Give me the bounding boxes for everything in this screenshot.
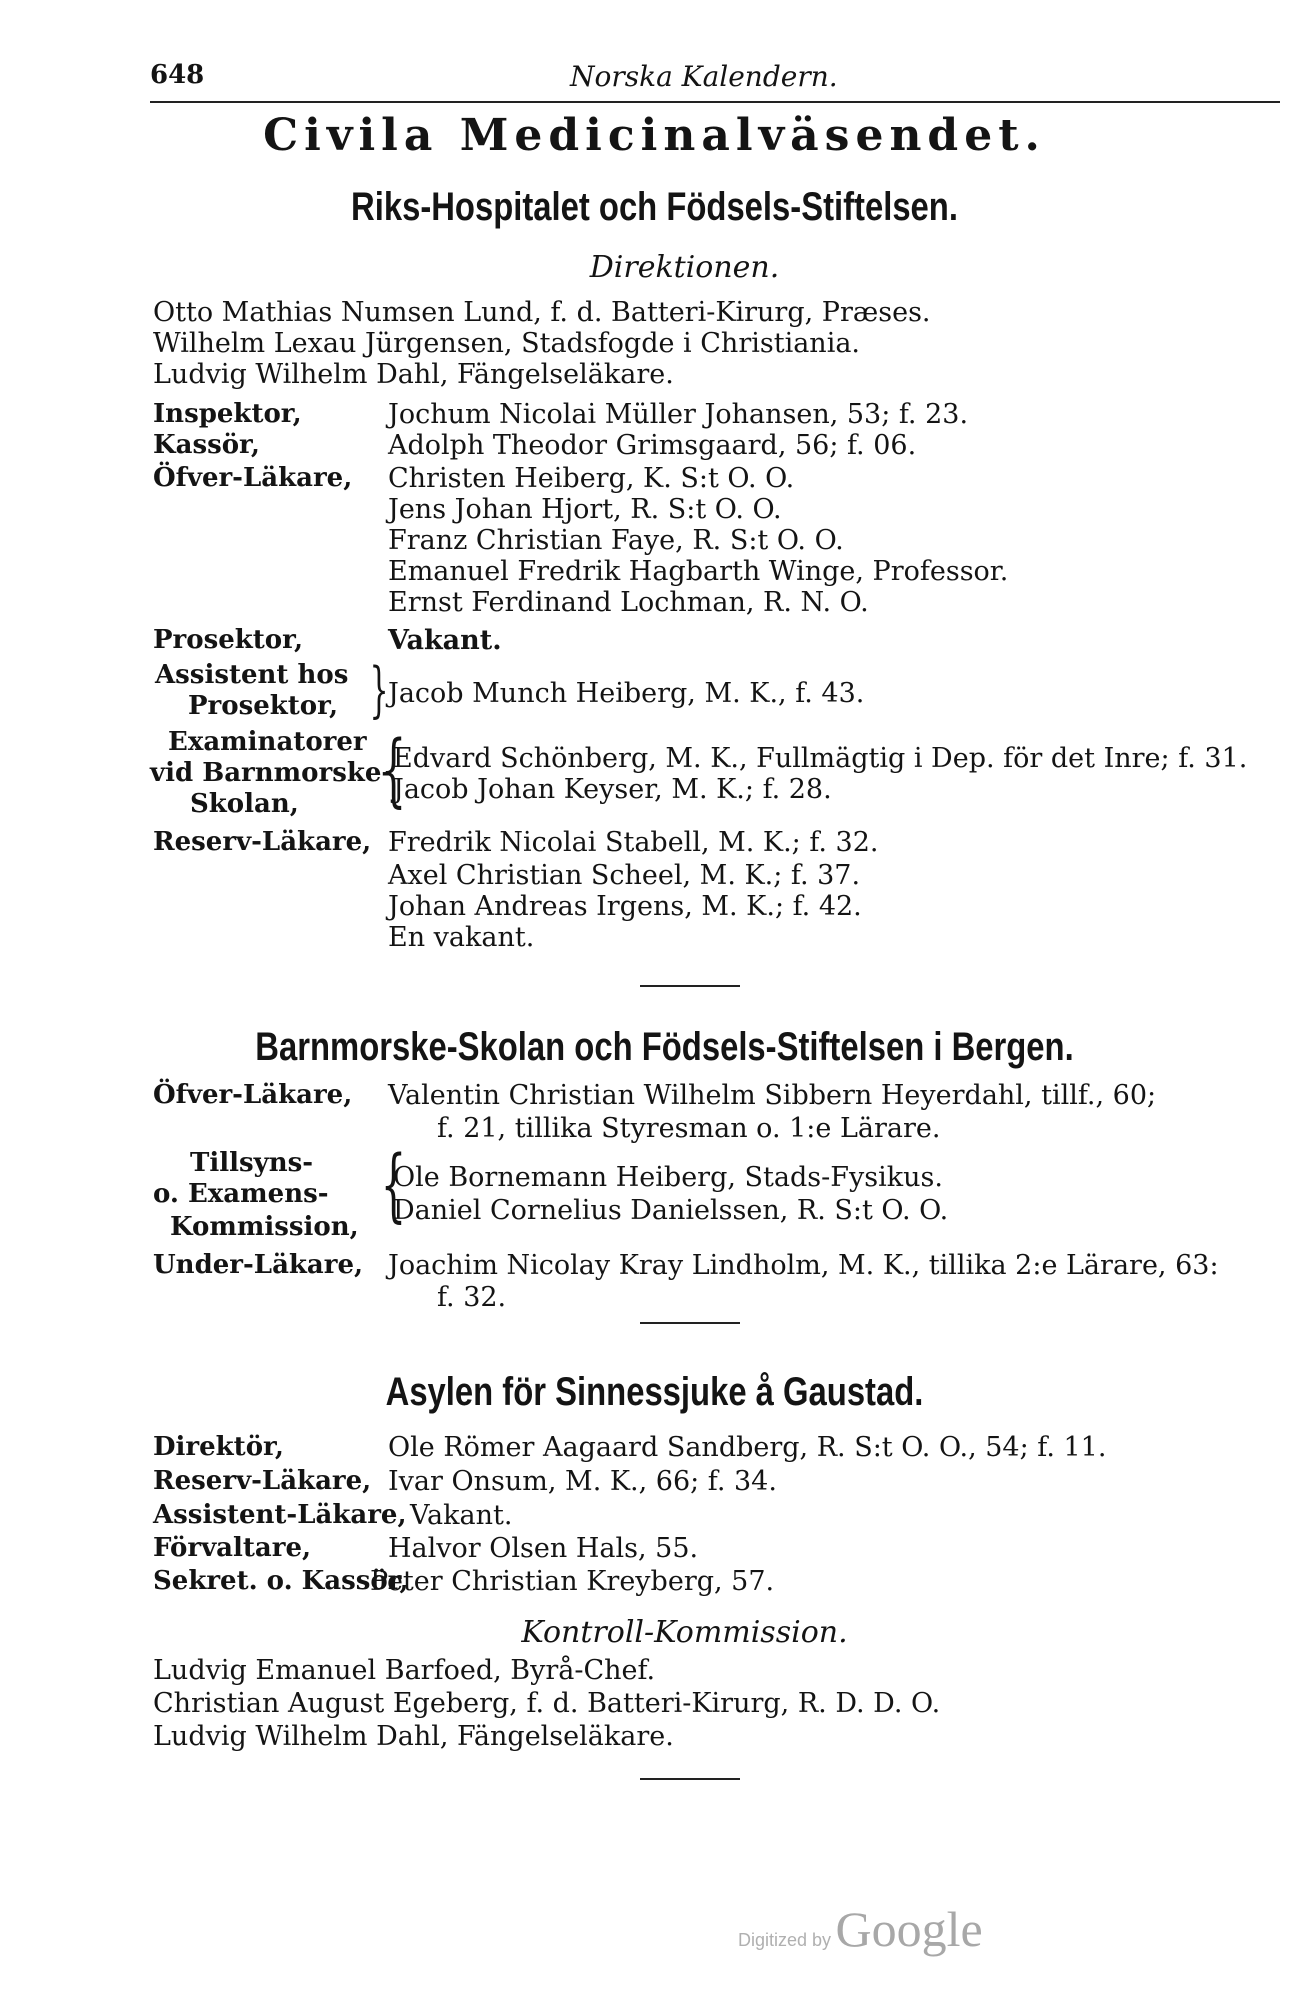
examinator-name: Jacob Johan Keyser, M. K.; f. 28. [393, 774, 832, 805]
kommission-member: Daniel Cornelius Danielssen, R. S:t O. O. [393, 1195, 949, 1226]
role-tillsyns-line1: Tillsyns- [190, 1148, 314, 1178]
role-ofver-lakare: Öfver-Läkare, [153, 463, 353, 493]
kommission-member: Ole Bornemann Heiberg, Stads-Fysikus. [393, 1162, 943, 1193]
prosektor-value: Vakant. [388, 625, 502, 656]
kontroll-member: Ludvig Emanuel Barfoed, Byrå-Chef. [153, 1655, 656, 1686]
kontroll-member: Ludvig Wilhelm Dahl, Fängelseläkare. [153, 1721, 674, 1752]
section-heading-barnmorske-skolan: Barnmorske-Skolan och Födsels-Stiftelsen i Bergen. [255, 1025, 1074, 1069]
assistent-lakare-name: Vakant. [410, 1500, 513, 1531]
direktion-member: Wilhelm Lexau Jürgensen, Stadsfogde i Christiania. [153, 328, 861, 359]
reserv-lakare-name: Johan Andreas Irgens, M. K.; f. 42. [388, 891, 862, 922]
section-divider [640, 985, 740, 987]
direktion-member: Ludvig Wilhelm Dahl, Fängelseläkare. [153, 359, 674, 390]
brace: { [380, 723, 407, 816]
section-divider [640, 1322, 740, 1324]
ofver-lakare-name: Valentin Christian Wilhelm Sibbern Heyerdahl, tillf., 60; [388, 1080, 1157, 1111]
ofver-lakare-name: Ernst Ferdinand Lochman, R. N. O. [388, 587, 869, 618]
direktor-name: Ole Römer Aagaard Sandberg, R. S:t O. O., 54; f. 11. [388, 1432, 1107, 1463]
role-ofver-lakare: Öfver-Läkare, [153, 1080, 353, 1110]
role-assistent-lakare: Assistent-Läkare, [153, 1500, 407, 1530]
examinator-name: Edvard Schönberg, M. K., Fullmägtig i Dep. för det Inre; f. 31. [393, 743, 1248, 774]
google-logo: Google [835, 1901, 983, 1957]
subheading-direktionen: Direktionen. [589, 250, 780, 285]
ofver-lakare-name: Emanuel Fredrik Hagbarth Winge, Professor. [388, 556, 1009, 587]
role-kassor: Kassör, [153, 430, 260, 460]
digitized-by-text: Digitized by [738, 1930, 832, 1950]
header-rule [150, 101, 1280, 103]
subheading-kontroll-kommission: Kontroll-Kommission. [521, 1615, 848, 1650]
role-reserv-lakare: Reserv-Läkare, [153, 827, 372, 857]
role-examinatorer-line2: vid Barnmorske- [150, 758, 393, 788]
role-examinatorer-line1: Examinatorer [168, 727, 367, 757]
ofver-lakare-detail: f. 21, tillika Styresman o. 1:e Lärare. [437, 1113, 941, 1144]
sekret-kassor-name: Peter Christian Kreyberg, 57. [370, 1566, 775, 1597]
role-inspektor: Inspektor, [153, 399, 302, 429]
role-assistent-line2: Prosektor, [188, 691, 338, 721]
reserv-lakare-name: Axel Christian Scheel, M. K.; f. 37. [388, 860, 861, 891]
digitized-watermark [738, 1900, 983, 1958]
reserv-lakare-name: En vakant. [388, 922, 535, 953]
section-divider [640, 1778, 740, 1780]
reserv-lakare-name: Ivar Onsum, M. K., 66; f. 34. [388, 1466, 777, 1497]
brace: } [369, 655, 389, 725]
section-heading-asylen: Asylen för Sinnessjuke å Gaustad. [385, 1370, 924, 1414]
under-lakare-name: Joachim Nicolay Kray Lindholm, M. K., tillika 2:e Lärare, 63: [388, 1250, 1219, 1281]
assistent-name: Jacob Munch Heiberg, M. K., f. 43. [388, 678, 865, 709]
role-tillsyns-line3: Kommission, [170, 1212, 359, 1242]
kassor-name: Adolph Theodor Grimsgaard, 56; f. 06. [388, 430, 917, 461]
ofver-lakare-name: Christen Heiberg, K. S:t O. O. [388, 463, 795, 494]
role-prosektor: Prosektor, [153, 625, 303, 655]
role-forvaltare: Förvaltare, [153, 1533, 312, 1563]
kontroll-member: Christian August Egeberg, f. d. Batteri-Kirurg, R. D. D. O. [153, 1688, 941, 1719]
role-sekret-kassor: Sekret. o. Kassör, [153, 1566, 409, 1596]
role-direktor: Direktör, [153, 1432, 284, 1462]
role-tillsyns-line2: o. Examens- [153, 1179, 329, 1209]
page-header [150, 60, 1280, 100]
forvaltare-name: Halvor Olsen Hals, 55. [388, 1533, 699, 1564]
brace: { [380, 1138, 407, 1231]
section-title: Civila Medicinalväsendet. [263, 110, 1046, 161]
ofver-lakare-name: Franz Christian Faye, R. S:t O. O. [388, 525, 844, 556]
reserv-lakare-name: Fredrik Nicolai Stabell, M. K.; f. 32. [388, 827, 879, 858]
running-title: Norska Kalendern. [570, 60, 838, 93]
role-assistent-line1: Assistent hos [155, 660, 349, 690]
role-reserv-lakare: Reserv-Läkare, [153, 1466, 372, 1496]
under-lakare-detail: f. 32. [437, 1282, 507, 1313]
section-heading-riks-hospitalet: Riks-Hospitalet och Födsels-Stiftelsen. [351, 185, 958, 229]
role-under-lakare: Under-Läkare, [153, 1250, 364, 1280]
ofver-lakare-name: Jens Johan Hjort, R. S:t O. O. [388, 494, 782, 525]
role-examinatorer-line3: Skolan, [190, 789, 299, 819]
page-number: 648 [150, 60, 205, 90]
direktion-member: Otto Mathias Numsen Lund, f. d. Batteri-Kirurg, Præses. [153, 297, 931, 328]
inspektor-name: Jochum Nicolai Müller Johansen, 53; f. 23. [388, 399, 969, 430]
